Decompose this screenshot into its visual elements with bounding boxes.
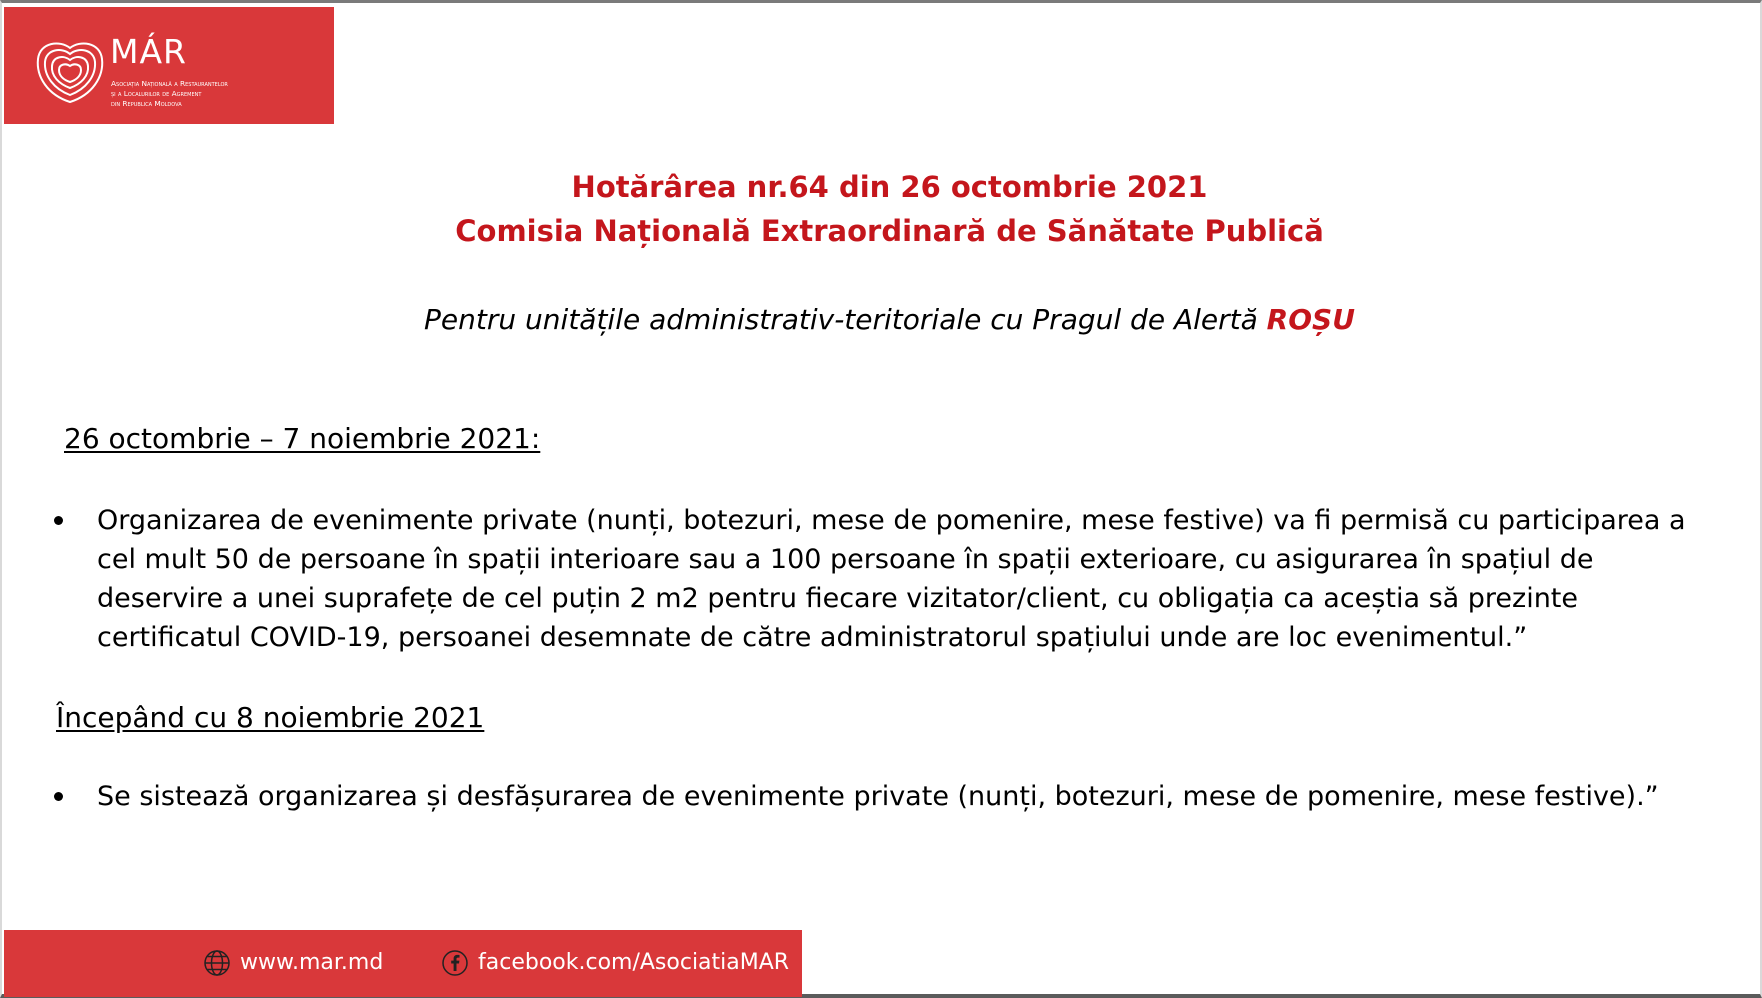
facebook-link-text: facebook.com/AsociatiaMAR: [478, 950, 790, 975]
list-item: [2, 777, 1762, 816]
bullet-list-period-1: [2, 501, 1762, 657]
alert-level-word: ROȘU: [1266, 303, 1355, 336]
list-item-text: Se sistează organizarea și desfășurarea de evenimente private (nunți, botezuri, mese de pomenire, mese festive).”: [97, 781, 1659, 812]
website-link[interactable]: [203, 948, 383, 978]
logo-subtitle: [111, 79, 331, 109]
mar-logo-icon: [34, 39, 106, 105]
website-link-text: www.mar.md: [240, 950, 384, 975]
facebook-link[interactable]: [441, 948, 789, 978]
logo-subtitle-line: din Republica Moldova: [111, 99, 182, 108]
globe-icon: [203, 949, 231, 977]
list-item-text: Organizarea de evenimente private (nunți, botezuri, mese de pomenire, mese festive) va fi permisă cu participarea a cel mult 50 de persoane în spații interioare sau a 100 persoane în spații exterioare, cu asigurarea în spațiul de deservire a unei suprafețe de cel puțin 2 m2 pentru fiecare vizitator/client, cu obligația ca aceștia să prezinte certificatul COVID-19, persoanei desemnate de către administratorul spațiului unde are loc evenimentul.”: [97, 505, 1686, 653]
logo-subtitle-line: și a Localurilor de Agrement: [111, 89, 202, 98]
title-line-1: Hotărârea nr.64 din 26 octombrie 2021: [571, 170, 1208, 204]
facebook-icon: [441, 949, 469, 977]
section-heading-period-1: 26 octombrie – 7 noiembrie 2021:: [64, 422, 541, 455]
bullet-list-period-2: [2, 777, 1762, 816]
title-line-2: Comisia Națională Extraordinară de Sănătate Publică: [455, 214, 1324, 248]
section-heading-period-2: Începând cu 8 noiembrie 2021: [56, 701, 485, 734]
page-title: [2, 165, 1762, 253]
logo-subtitle-line: Asociația Națională a Restaurantelor: [111, 79, 228, 88]
logo-block: [4, 7, 334, 124]
subtitle: [2, 300, 1762, 340]
bullet-dot-icon: [54, 792, 63, 801]
list-item: [2, 501, 1762, 657]
subtitle-text: Pentru unitățile administrativ-teritoriale cu Pragul de Alertă: [424, 303, 1267, 336]
footer-bar: [4, 930, 802, 997]
logo-name: MÁR: [110, 32, 187, 71]
bullet-dot-icon: [54, 516, 63, 525]
